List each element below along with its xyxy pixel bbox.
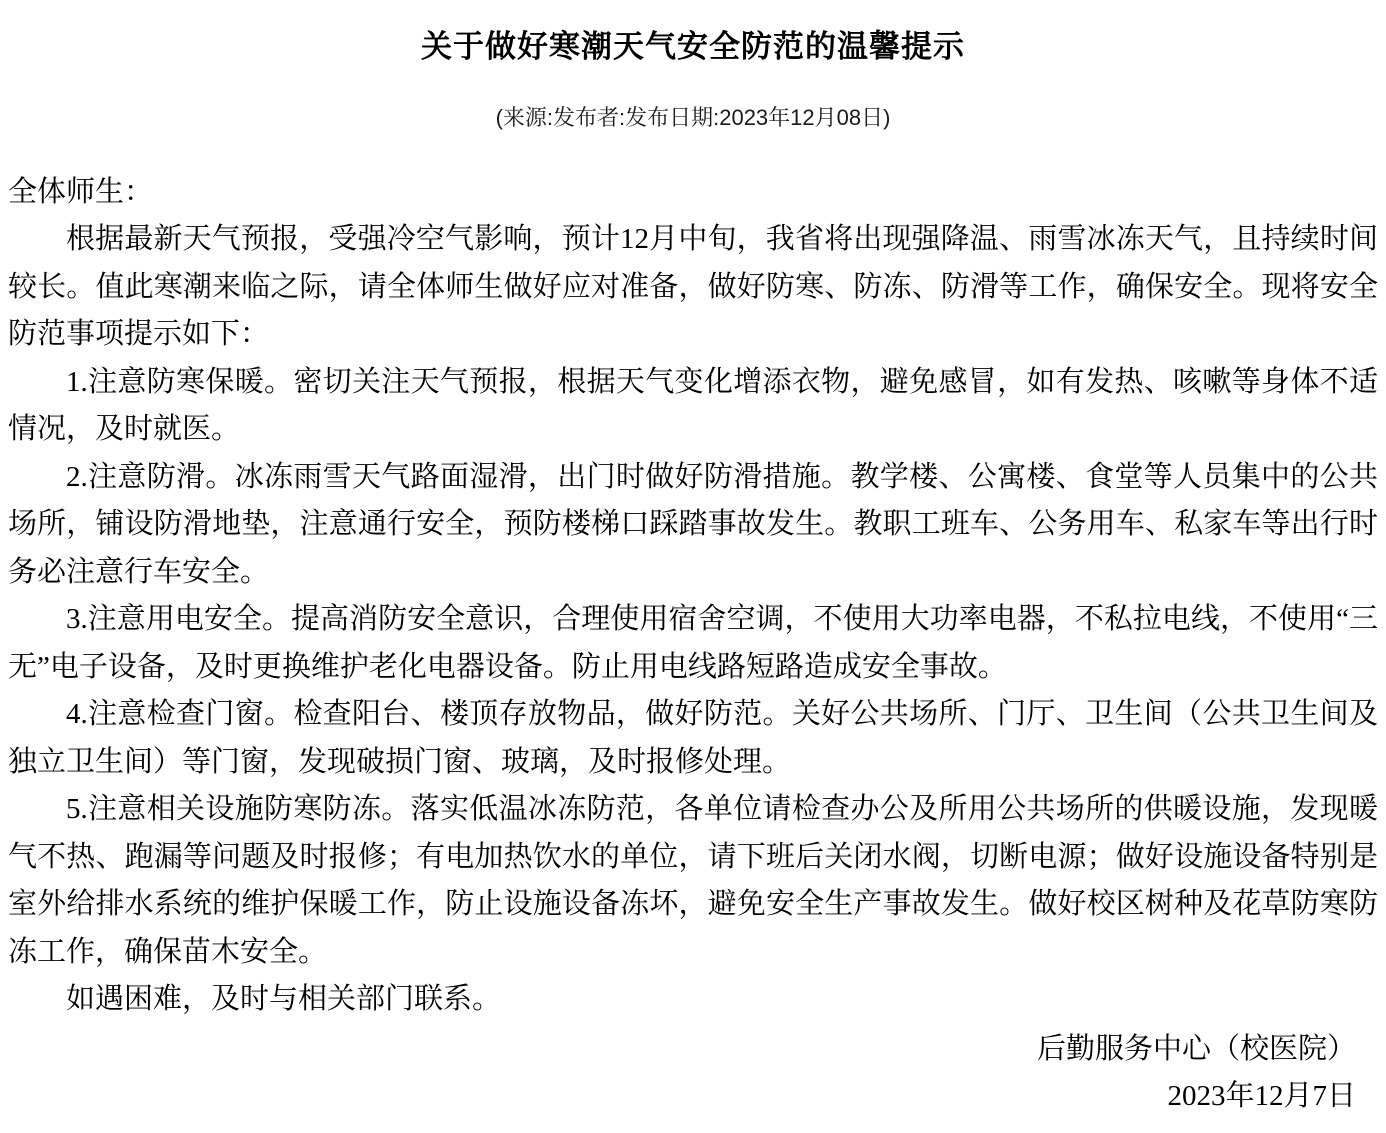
salutation: 全体师生：: [8, 175, 154, 208]
signature-date: 2023年12月7日: [1167, 1080, 1356, 1113]
signature-department: 后勤服务中心（校医院）: [1036, 1032, 1356, 1065]
notice-body: [8, 169, 1378, 1024]
paragraph-intro: 根据最新天气预报，受强冷空气影响，预计12月中旬，我省将出现强降温、雨雪冰冻天气，且持续时间较长。值此寒潮来临之际，请全体师生做好应对准备，做好防寒、防冻、防滑等工作，确保安全。现将安全防范事项提示如下：: [8, 223, 1378, 351]
paragraph-item-1: 1.注意防寒保暖。密切关注天气预报，根据天气变化增添衣物，避免感冒，如有发热、咳嗽等身体不适情况，及时就医。: [8, 365, 1378, 446]
paragraph-item-3: 3.注意用电安全。提高消防安全意识，合理使用宿舍空调，不使用大功率电器，不私拉电线，不使用“三无”电子设备，及时更换维护老化电器设备。防止用电线路短路造成安全事故。: [8, 603, 1378, 683]
paragraph-item-4: 4.注意检查门窗。检查阳台、楼顶存放物品，做好防范。关好公共场所、门厅、卫生间（公共卫生间及独立卫生间）等门窗，发现破损门窗、玻璃，及时报修处理。: [8, 698, 1378, 778]
paragraph-closing: 如遇困难，及时与相关部门联系。: [66, 983, 502, 1016]
page-title: 关于做好寒潮天气安全防范的温馨提示: [421, 29, 965, 64]
signature-block: [8, 1026, 1378, 1121]
source-meta-line: (来源:发布者:发布日期:2023年12月08日): [495, 104, 891, 130]
paragraph-item-5: 5.注意相关设施防寒防冻。落实低温冰冻防范，各单位请检查办公及所用公共场所的供暖设施，发现暖气不热、跑漏等问题及时报修；有电加热饮水的单位，请下班后关闭水阀，切断电源；做好设施设备特别是室外给排水系统的维护保暖工作，防止设施设备冻坏，避免安全生产事故发生。做好校区树种及花草防寒防冻工作，确保苗木安全。: [8, 793, 1378, 968]
paragraph-item-2: 2.注意防滑。冰冻雨雪天气路面湿滑，出门时做好防滑措施。教学楼、公寓楼、食堂等人员集中的公共场所，铺设防滑地垫，注意通行安全，预防楼梯口踩踏事故发生。教职工班车、公务用车、私家车等出行时务必注意行车安全。: [8, 460, 1378, 588]
